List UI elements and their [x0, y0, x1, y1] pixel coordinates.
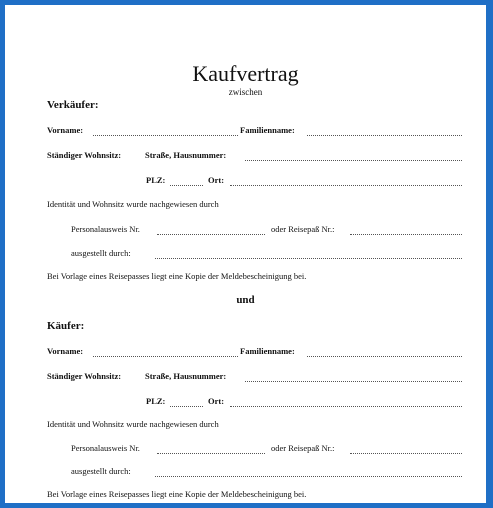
seller-issued-by-label: ausgestellt durch: — [71, 248, 131, 258]
buyer-passport-label: oder Reisepaß Nr.: — [271, 443, 335, 453]
buyer-last-name-label: Familienname: — [240, 346, 295, 356]
buyer-city-label: Ort: — [208, 396, 225, 406]
seller-city-label: Ort: — [208, 175, 225, 185]
buyer-residence-label: Ständiger Wohnsitz: — [47, 371, 122, 381]
seller-heading: Verkäufer: — [47, 99, 99, 111]
seller-identity-text: Identität und Wohnsitz wurde nachgewiesen durch — [47, 199, 219, 209]
document-subtitle: zwischen — [228, 87, 263, 97]
buyer-last-name-field[interactable] — [307, 356, 462, 357]
buyer-first-name-field[interactable] — [93, 356, 238, 357]
seller-first-name-label: Vorname: — [47, 125, 84, 135]
seller-id-card-field[interactable] — [157, 234, 265, 235]
buyer-id-card-field[interactable] — [157, 453, 265, 454]
seller-street-label: Straße, Hausnummer: — [145, 150, 227, 160]
document-page — [5, 5, 486, 503]
buyer-first-name-label: Vorname: — [47, 346, 84, 356]
seller-street-field[interactable] — [245, 160, 462, 161]
seller-zip-field[interactable] — [170, 185, 203, 186]
seller-last-name-field[interactable] — [307, 135, 462, 136]
seller-first-name-field[interactable] — [93, 135, 238, 136]
buyer-zip-field[interactable] — [170, 406, 203, 407]
buyer-note: Bei Vorlage eines Reisepasses liegt eine Kopie der Meldebescheinigung bei. — [47, 489, 307, 499]
buyer-zip-label: PLZ: — [146, 396, 166, 406]
buyer-issued-by-label: ausgestellt durch: — [71, 466, 131, 476]
buyer-street-field[interactable] — [245, 381, 462, 382]
seller-passport-label: oder Reisepaß Nr.: — [271, 224, 335, 234]
buyer-id-card-label: Personalausweis Nr. — [71, 443, 140, 453]
buyer-passport-field[interactable] — [350, 453, 462, 454]
seller-city-field[interactable] — [230, 185, 462, 186]
seller-passport-field[interactable] — [350, 234, 462, 235]
buyer-identity-text: Identität und Wohnsitz wurde nachgewiesen durch — [47, 419, 219, 429]
seller-zip-label: PLZ: — [146, 175, 166, 185]
seller-residence-label: Ständiger Wohnsitz: — [47, 150, 122, 160]
conjunction-text: und — [236, 294, 255, 306]
buyer-city-field[interactable] — [230, 406, 462, 407]
document-title: Kaufvertrag — [192, 61, 299, 86]
buyer-street-label: Straße, Hausnummer: — [145, 371, 227, 381]
buyer-issued-by-field[interactable] — [155, 476, 462, 477]
seller-note: Bei Vorlage eines Reisepasses liegt eine Kopie der Meldebescheinigung bei. — [47, 271, 307, 281]
buyer-heading: Käufer: — [47, 320, 85, 332]
seller-id-card-label: Personalausweis Nr. — [71, 224, 140, 234]
seller-issued-by-field[interactable] — [155, 258, 462, 259]
seller-last-name-label: Familienname: — [240, 125, 295, 135]
